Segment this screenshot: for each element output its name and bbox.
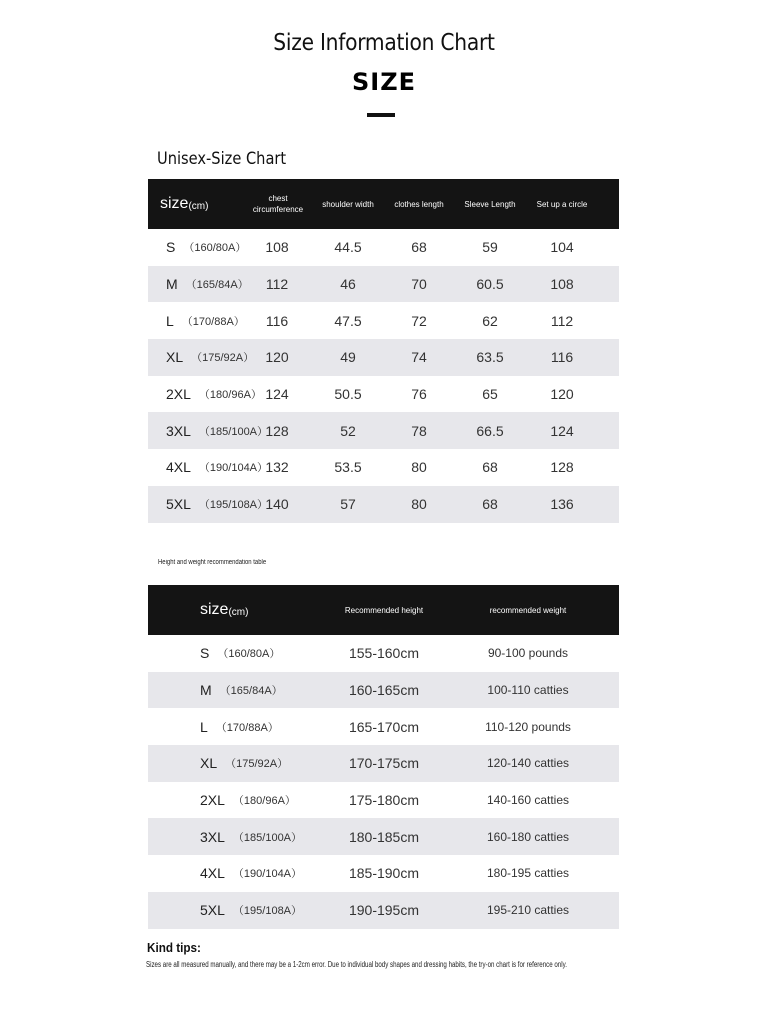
- size-spec: （180/96A）: [232, 795, 296, 808]
- table-row: [148, 229, 619, 266]
- size-code: L: [200, 718, 208, 735]
- size-code: 2XL: [200, 792, 225, 809]
- table-row: [148, 376, 619, 413]
- table-cell: 72: [411, 312, 427, 329]
- table-cell: 76: [411, 386, 427, 403]
- size-spec: （195/108A）: [198, 499, 269, 512]
- size-code: 4XL: [166, 459, 191, 476]
- header-circle: [532, 179, 592, 229]
- recommended-height-cell: 155-160cm: [348, 645, 420, 662]
- header-shoulder: [318, 179, 378, 229]
- table-row: [148, 672, 619, 709]
- size-code: 5XL: [200, 902, 225, 919]
- recommended-height-cell: 190-195cm: [348, 902, 420, 919]
- size-cell: [200, 672, 283, 709]
- header-shoulder-label: shoulder width: [322, 199, 374, 209]
- table-cell: 66.5: [476, 422, 504, 439]
- tips-title: Kind tips:: [147, 940, 201, 955]
- table-cell: 59: [482, 239, 498, 256]
- recommended-weight-cell: 140-160 catties: [486, 793, 570, 808]
- size-column-header: [160, 179, 208, 229]
- size-spec: （165/84A）: [185, 279, 249, 292]
- recommendation-table-body: [148, 635, 619, 929]
- recommended-weight-cell: 160-180 catties: [486, 829, 570, 844]
- recommended-weight-cell: 180-195 catties: [486, 866, 570, 881]
- size-spec: （185/100A）: [232, 831, 303, 844]
- size-header-unit: (cm): [188, 200, 209, 212]
- header-recommended-height: Recommended height: [344, 605, 424, 615]
- size-spec: （165/84A）: [219, 685, 283, 698]
- table-row: [148, 449, 619, 486]
- page-title: Size Information Chart: [273, 30, 495, 56]
- title-underline: [367, 113, 395, 117]
- size-code: 5XL: [166, 496, 191, 513]
- size-cell: [200, 635, 280, 672]
- table-cell: 136: [550, 496, 574, 513]
- header-clothes-length-label: clothes length: [394, 199, 444, 209]
- recommended-height-cell: 175-180cm: [348, 792, 420, 809]
- table-cell: 108: [550, 276, 574, 293]
- table-row: [148, 266, 619, 303]
- recommended-height-cell: 165-170cm: [348, 718, 420, 735]
- table-row: [148, 892, 619, 929]
- size-code: 3XL: [166, 422, 191, 439]
- unisex-table-header: [148, 179, 619, 229]
- table-cell: 124: [265, 386, 289, 403]
- table-cell: 46: [340, 276, 356, 293]
- rec-size-column-header: [200, 585, 248, 635]
- size-code: 2XL: [166, 386, 191, 403]
- header-recommended-weight: recommended weight: [489, 605, 567, 615]
- size-spec: （195/108A）: [232, 905, 303, 918]
- header-chest-label: chest circumference: [252, 194, 304, 214]
- size-cell: [166, 229, 246, 266]
- size-code: XL: [200, 755, 218, 772]
- recommendation-table-header: [148, 585, 619, 635]
- table-row: [148, 412, 619, 449]
- table-cell: 80: [411, 496, 427, 513]
- header-chest: [248, 179, 308, 229]
- table-cell: 140: [265, 496, 289, 513]
- recommended-weight-cell: 110-120 pounds: [485, 719, 571, 734]
- size-header-label: size: [160, 195, 189, 212]
- size-code: S: [166, 239, 176, 256]
- size-cell: [200, 745, 288, 782]
- size-spec: （160/80A）: [217, 648, 281, 661]
- table-row: [148, 782, 619, 819]
- recommended-height-cell: 170-175cm: [348, 755, 420, 772]
- size-spec: （180/96A）: [198, 389, 262, 402]
- recommended-weight-cell: 100-110 catties: [487, 683, 569, 698]
- size-spec: （175/92A）: [191, 352, 255, 365]
- table-row: [148, 708, 619, 745]
- table-cell: 63.5: [476, 349, 504, 366]
- table-cell: 120: [550, 386, 574, 403]
- unisex-chart-title: Unisex-Size Chart: [157, 149, 287, 169]
- table-cell: 70: [411, 276, 427, 293]
- table-cell: 57: [340, 496, 356, 513]
- table-cell: 44.5: [334, 239, 362, 256]
- recommended-height-cell: 180-185cm: [348, 828, 420, 845]
- table-cell: 124: [550, 422, 574, 439]
- table-cell: 68: [411, 239, 427, 256]
- size-spec: （170/88A）: [181, 315, 245, 328]
- table-cell: 128: [265, 422, 289, 439]
- recommendation-caption: Height and weight recommendation table: [158, 559, 267, 566]
- size-cell: [166, 339, 254, 376]
- size-code: XL: [166, 349, 184, 366]
- table-cell: 108: [265, 239, 289, 256]
- header-sleeve-length-label: Sleeve Length: [464, 199, 516, 209]
- size-cell: [200, 708, 279, 745]
- table-row: [148, 745, 619, 782]
- size-cell: [200, 892, 302, 929]
- tips-text: Sizes are all measured manually, and there may be a 1-2cm error. Due to individual body shapes and dressing habits, the try-on chart is for reference only.: [146, 960, 567, 969]
- size-spec: （160/80A）: [183, 242, 247, 255]
- size-code: M: [166, 276, 178, 293]
- size-spec: （175/92A）: [225, 758, 289, 771]
- recommended-weight-cell: 90-100 pounds: [487, 646, 569, 661]
- recommended-height-cell: 160-165cm: [348, 682, 420, 699]
- table-cell: 47.5: [334, 312, 362, 329]
- recommended-height-cell: 185-190cm: [348, 865, 420, 882]
- rec-size-header-unit: (cm): [228, 606, 249, 618]
- size-code: 3XL: [200, 828, 225, 845]
- table-cell: 78: [411, 422, 427, 439]
- size-cell: [200, 782, 296, 819]
- table-cell: 53.5: [334, 459, 362, 476]
- rec-size-header-label: size: [200, 601, 229, 618]
- table-row: [148, 818, 619, 855]
- recommendation-table: [148, 585, 619, 929]
- table-cell: 80: [411, 459, 427, 476]
- size-cell: [166, 266, 249, 303]
- size-cell: [200, 855, 302, 892]
- table-cell: 112: [550, 312, 574, 329]
- header-sleeve-length: [460, 179, 520, 229]
- size-cell: [166, 302, 245, 339]
- size-spec: （170/88A）: [215, 721, 279, 734]
- recommended-weight-cell: 120-140 catties: [486, 756, 570, 771]
- size-spec: （185/100A）: [198, 425, 269, 438]
- table-row: [148, 635, 619, 672]
- size-code: M: [200, 682, 212, 699]
- size-code: S: [200, 645, 210, 662]
- size-code: 4XL: [200, 865, 225, 882]
- table-cell: 74: [411, 349, 427, 366]
- table-row: [148, 302, 619, 339]
- table-cell: 116: [550, 349, 574, 366]
- table-cell: 50.5: [334, 386, 362, 403]
- table-cell: 120: [265, 349, 289, 366]
- table-row: [148, 339, 619, 376]
- table-cell: 52: [340, 422, 356, 439]
- table-cell: 68: [482, 496, 498, 513]
- header-clothes-length: [389, 179, 449, 229]
- table-row: [148, 486, 619, 523]
- table-cell: 116: [265, 312, 289, 329]
- table-row: [148, 855, 619, 892]
- table-cell: 68: [482, 459, 498, 476]
- size-spec: （190/104A）: [232, 868, 303, 881]
- unisex-table-body: [148, 229, 619, 523]
- table-cell: 128: [550, 459, 574, 476]
- size-code: L: [166, 312, 174, 329]
- header-circle-label: Set up a circle: [536, 199, 588, 209]
- table-cell: 112: [265, 276, 289, 293]
- size-cell: [200, 818, 302, 855]
- size-spec: （190/104A）: [198, 462, 269, 475]
- table-cell: 65: [482, 386, 498, 403]
- page-subtitle: SIZE: [351, 68, 416, 96]
- unisex-size-table: [148, 179, 619, 523]
- table-cell: 104: [550, 239, 574, 256]
- recommended-weight-cell: 195-210 catties: [486, 903, 570, 918]
- table-cell: 49: [340, 349, 356, 366]
- table-cell: 62: [482, 312, 498, 329]
- table-cell: 60.5: [476, 276, 504, 293]
- table-cell: 132: [265, 459, 289, 476]
